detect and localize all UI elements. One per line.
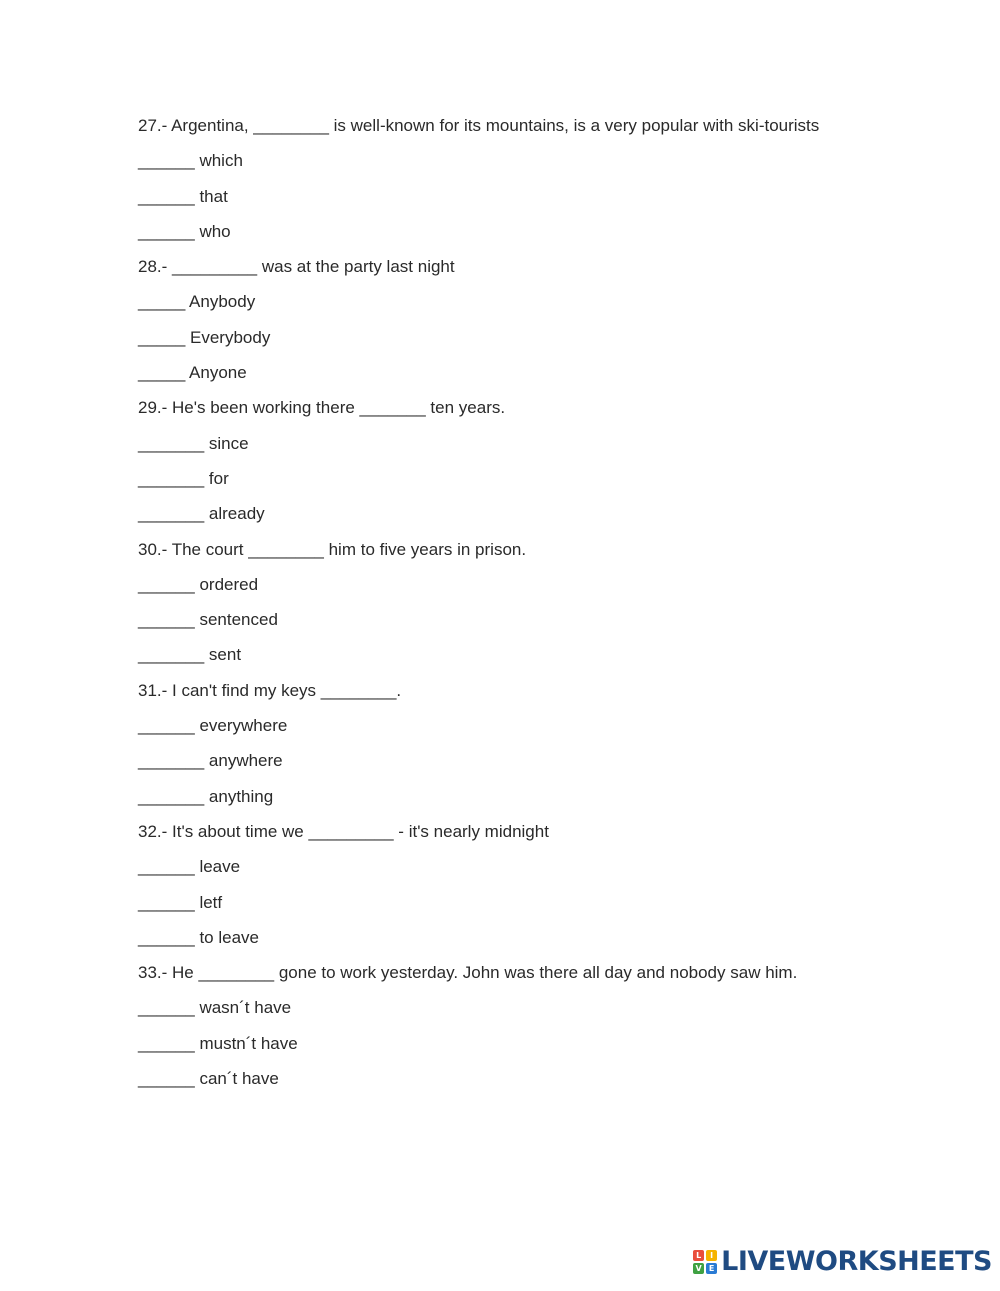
question-29-option-2[interactable]: _______ for xyxy=(138,468,229,488)
question-32-prompt: 32.- It's about time we _________ - it's nearly midnight xyxy=(138,821,549,841)
question-30-option-2[interactable]: ______ sentenced xyxy=(138,610,278,630)
question-33-option-3[interactable]: ______ can´t have xyxy=(138,1069,279,1089)
logo-mark-cell: I xyxy=(706,1250,717,1261)
question-29-prompt: 29.- He's been working there _______ ten years. xyxy=(138,398,506,418)
logo-mark-cell: V xyxy=(693,1263,704,1274)
logo-mark-cell: E xyxy=(706,1263,717,1274)
question-27-option-2[interactable]: ______ that xyxy=(138,186,228,206)
question-28-option-1[interactable]: _____ Anybody xyxy=(138,292,256,312)
question-28-option-2[interactable]: _____ Everybody xyxy=(138,327,271,347)
question-32-option-1[interactable]: ______ leave xyxy=(138,857,241,877)
question-32-option-3[interactable]: ______ to leave xyxy=(138,927,259,947)
question-31-option-1[interactable]: ______ everywhere xyxy=(138,716,288,736)
question-27-option-3[interactable]: ______ who xyxy=(138,221,231,241)
question-29-option-3[interactable]: _______ already xyxy=(138,504,265,524)
liveworksheets-logo xyxy=(693,1246,992,1277)
question-30-prompt: 30.- The court ________ him to five years in prison. xyxy=(138,539,527,559)
question-27-option-1[interactable]: ______ which xyxy=(138,151,243,171)
question-30-option-1[interactable]: ______ ordered xyxy=(138,574,259,594)
question-31-prompt: 31.- I can't find my keys ________. xyxy=(138,680,402,700)
question-33-option-2[interactable]: ______ mustn´t have xyxy=(138,1033,298,1053)
question-28-prompt: 28.- _________ was at the party last night xyxy=(138,257,455,277)
logo-mark-icon xyxy=(693,1250,717,1274)
question-27-prompt: 27.- Argentina, ________ is well-known for its mountains, is a very popular with ski-tourists xyxy=(138,116,820,135)
question-32-option-2[interactable]: ______ letf xyxy=(138,892,223,912)
question-33-option-1[interactable]: ______ wasn´t have xyxy=(138,998,292,1018)
logo-mark-cell: L xyxy=(693,1250,704,1261)
worksheet xyxy=(138,108,958,1096)
question-29-option-1[interactable]: _______ since xyxy=(138,433,249,453)
logo-text: LIVEWORKSHEETS xyxy=(721,1246,992,1277)
question-33-prompt: 33.- He ________ gone to work yesterday. John was there all day and nobody saw him. xyxy=(138,963,798,983)
question-31-option-3[interactable]: _______ anything xyxy=(138,786,274,806)
question-30-option-3[interactable]: _______ sent xyxy=(138,645,242,665)
question-31-option-2[interactable]: _______ anywhere xyxy=(138,751,283,771)
question-28-option-3[interactable]: _____ Anyone xyxy=(138,363,247,383)
